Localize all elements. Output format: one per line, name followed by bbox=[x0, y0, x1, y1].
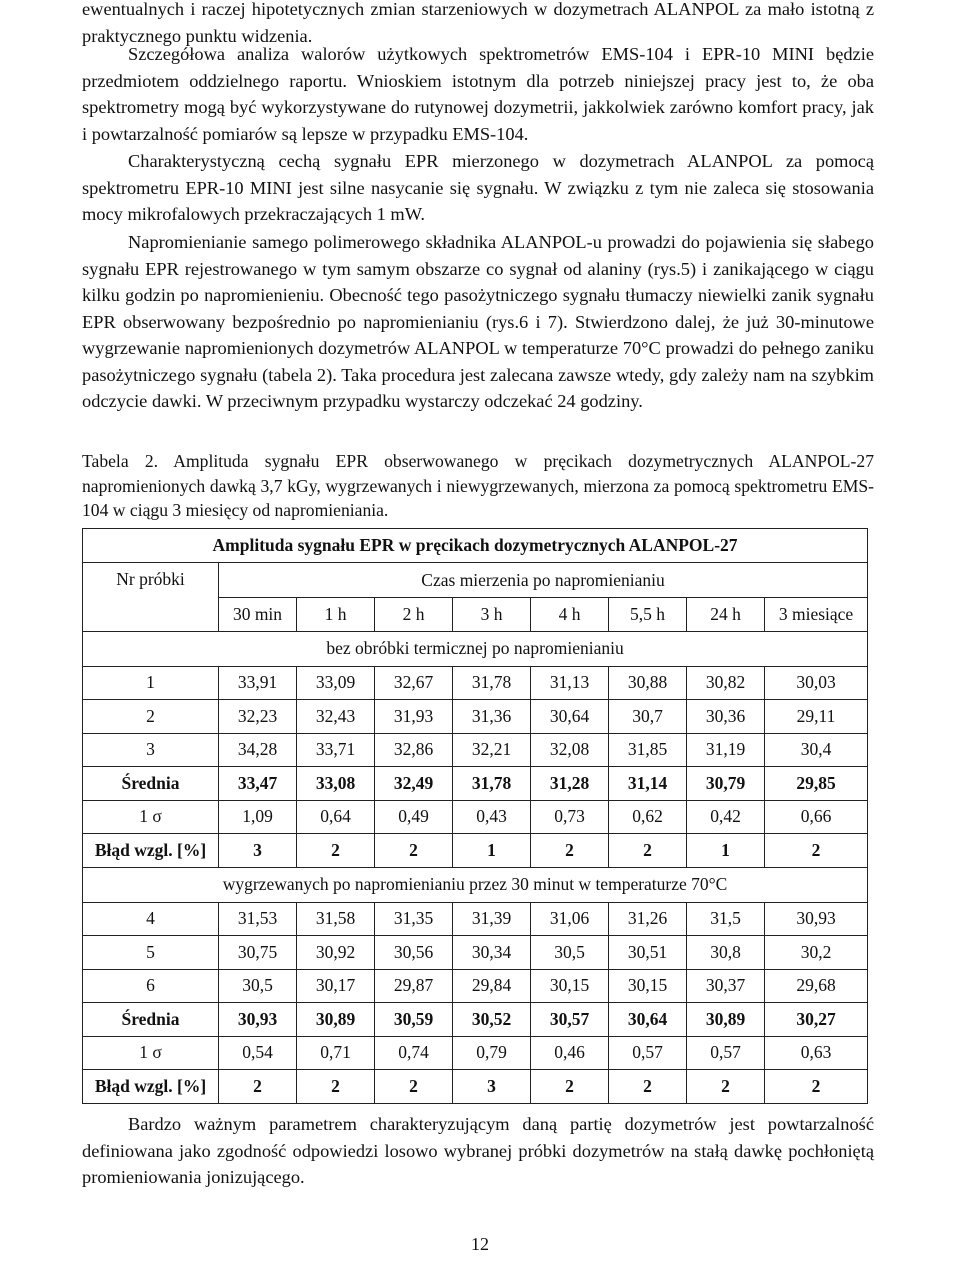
table-cell: 31,36 bbox=[453, 700, 531, 734]
paragraph-text: Charakterystyczną cechą sygnału EPR mierzonego w dozymetrach ALANPOL za pomocą spektrometru EPR-10 MINI jest silne nasycanie się sygnału. W związku z tym nie zaleca się stosowania mocy mikrofalowych przekraczających 1 mW. bbox=[82, 151, 874, 224]
table-cell: 33,91 bbox=[219, 666, 297, 700]
table-cell: 30,79 bbox=[687, 767, 765, 801]
table-cell: 30,2 bbox=[765, 936, 868, 970]
time-column-header: 3 miesiące bbox=[765, 598, 868, 632]
table-cell: 29,85 bbox=[765, 767, 868, 801]
group-label-heated: wygrzewanych po napromienianiu przez 30 minut w temperaturze 70°C bbox=[83, 867, 868, 902]
table-cell: 0,66 bbox=[765, 800, 868, 834]
table-cell: 0,74 bbox=[375, 1036, 453, 1070]
table-cell: 32,86 bbox=[375, 733, 453, 767]
table-cell: 31,85 bbox=[609, 733, 687, 767]
table-cell: 33,09 bbox=[297, 666, 375, 700]
table-cell: 30,15 bbox=[531, 969, 609, 1003]
table-cell: 32,23 bbox=[219, 700, 297, 734]
table-cell: 32,08 bbox=[531, 733, 609, 767]
table-cell: 30,03 bbox=[765, 666, 868, 700]
group-label-unheated: bez obróbki termicznej po napromienianiu bbox=[83, 631, 868, 666]
row-label: 1 bbox=[83, 666, 219, 700]
table-cell: 31,93 bbox=[375, 700, 453, 734]
table-cell: 30,4 bbox=[765, 733, 868, 767]
table-cell: 30,88 bbox=[609, 666, 687, 700]
table-cell: 30,27 bbox=[765, 1003, 868, 1037]
table-cell: 0,73 bbox=[531, 800, 609, 834]
table-row bbox=[83, 1036, 868, 1070]
paragraph-polymer-signal bbox=[82, 229, 874, 415]
table-cell: 29,87 bbox=[375, 969, 453, 1003]
table-cell: 30,52 bbox=[453, 1003, 531, 1037]
time-column-header: 30 min bbox=[219, 598, 297, 632]
table-cell: 0,42 bbox=[687, 800, 765, 834]
table-cell: 29,84 bbox=[453, 969, 531, 1003]
row-label: 1 σ bbox=[83, 1036, 219, 1070]
table-cell: 30,17 bbox=[297, 969, 375, 1003]
table-cell: 30,51 bbox=[609, 936, 687, 970]
table-cell: 0,43 bbox=[453, 800, 531, 834]
time-column-header: 2 h bbox=[375, 598, 453, 632]
table-cell: 2 bbox=[531, 1070, 609, 1104]
table-row bbox=[83, 666, 868, 700]
table-cell: 31,39 bbox=[453, 902, 531, 936]
table-cell: 0,79 bbox=[453, 1036, 531, 1070]
table-cell: 30,36 bbox=[687, 700, 765, 734]
table-cell: 31,28 bbox=[531, 767, 609, 801]
table-row bbox=[83, 700, 868, 734]
table-cell: 31,19 bbox=[687, 733, 765, 767]
table-cell: 2 bbox=[375, 834, 453, 868]
table-cell: 31,53 bbox=[219, 902, 297, 936]
time-header: Czas mierzenia po napromienianiu bbox=[219, 563, 868, 598]
table-cell: 30,75 bbox=[219, 936, 297, 970]
table-cell: 2 bbox=[531, 834, 609, 868]
table-cell: 32,67 bbox=[375, 666, 453, 700]
table-cell: 2 bbox=[765, 834, 868, 868]
table-cell: 31,26 bbox=[609, 902, 687, 936]
table-cell: 3 bbox=[453, 1070, 531, 1104]
row-label: 4 bbox=[83, 902, 219, 936]
table-cell: 30,34 bbox=[453, 936, 531, 970]
table-cell: 30,7 bbox=[609, 700, 687, 734]
paragraph-spectrometers bbox=[82, 41, 874, 147]
table-cell: 30,15 bbox=[609, 969, 687, 1003]
table-cell: 33,71 bbox=[297, 733, 375, 767]
table-cell: 0,57 bbox=[687, 1036, 765, 1070]
table-row bbox=[83, 767, 868, 801]
table-cell: 2 bbox=[609, 834, 687, 868]
table-row bbox=[83, 733, 868, 767]
table-row bbox=[83, 969, 868, 1003]
table-cell: 29,68 bbox=[765, 969, 868, 1003]
paragraph-text: Bardzo ważnym parametrem charakteryzującym daną partię dozymetrów jest powtarzalność definiowana jako zgodność odpowiedzi losowo wybranej próbki dozymetrów na stałą dawkę pochłoniętą promieniowania jonizującego. bbox=[82, 1114, 874, 1187]
paragraph-text: Napromienianie samego polimerowego składnika ALANPOL-u prowadzi do pojawienia się słabego sygnału EPR rejestrowanego w tym samym obszarze co sygnał od alaniny (rys.5) i zanikającego w ciągu kilku godzin po napromienieniu. Obecność tego pasożytniczego sygnału tłumaczy niewielki zanik sygnału EPR obserwowany bezpośrednio po napromienianiu (rys.6 i 7). Stwierdzono dalej, że już 30-minutowe wygrzewanie napromienionych dozymetrów ALANPOL w temperaturze 70°C prowadzi do pełnego zaniku pasożytniczego sygnału (tabela 2). Taka procedura jest zalecana zawsze wtedy, gdy zależy nam na szybkim odczycie dawki. W przeciwnym przypadku wystarczy odczekać 24 godziny. bbox=[82, 232, 874, 411]
table-cell: 2 bbox=[609, 1070, 687, 1104]
table-cell: 30,56 bbox=[375, 936, 453, 970]
table-cell: 30,93 bbox=[765, 902, 868, 936]
table-cell: 32,49 bbox=[375, 767, 453, 801]
row-label: 6 bbox=[83, 969, 219, 1003]
time-column-header: 4 h bbox=[531, 598, 609, 632]
time-column-header: 5,5 h bbox=[609, 598, 687, 632]
time-column-header: 3 h bbox=[453, 598, 531, 632]
table-cell: 2 bbox=[375, 1070, 453, 1104]
table-cell: 0,54 bbox=[219, 1036, 297, 1070]
table-cell: 29,11 bbox=[765, 700, 868, 734]
table-cell: 30,8 bbox=[687, 936, 765, 970]
table-cell: 31,35 bbox=[375, 902, 453, 936]
row-label: 2 bbox=[83, 700, 219, 734]
row-label: Błąd wzgl. [%] bbox=[83, 834, 219, 868]
row-label: Błąd wzgl. [%] bbox=[83, 1070, 219, 1104]
table-row bbox=[83, 902, 868, 936]
table-caption: Tabela 2. Amplituda sygnału EPR obserwowanego w pręcikach dozymetrycznych ALANPOL-27 napromienionych dawką 3,7 kGy, wygrzewanych i niewygrzewanych, mierzona za pomocą spektrometru EMS-104 w ciągu 3 miesięcy od napromieniania. bbox=[82, 451, 874, 520]
table-title: Amplituda sygnału EPR w pręcikach dozymetrycznych ALANPOL-27 bbox=[83, 529, 868, 563]
table-cell: 0,62 bbox=[609, 800, 687, 834]
table-cell: 31,13 bbox=[531, 666, 609, 700]
row-label: 1 σ bbox=[83, 800, 219, 834]
table-cell: 31,78 bbox=[453, 767, 531, 801]
table-cell: 32,21 bbox=[453, 733, 531, 767]
sample-header: Nr próbki bbox=[83, 563, 219, 632]
table-cell: 31,78 bbox=[453, 666, 531, 700]
table-cell: 33,08 bbox=[297, 767, 375, 801]
table-row bbox=[83, 936, 868, 970]
table-row bbox=[83, 834, 868, 868]
table-cell: 0,63 bbox=[765, 1036, 868, 1070]
time-column-header: 1 h bbox=[297, 598, 375, 632]
table-row bbox=[83, 1070, 868, 1104]
table-cell: 30,64 bbox=[609, 1003, 687, 1037]
table-cell: 30,82 bbox=[687, 666, 765, 700]
table-cell: 30,92 bbox=[297, 936, 375, 970]
table-cell: 31,14 bbox=[609, 767, 687, 801]
time-column-header: 24 h bbox=[687, 598, 765, 632]
table-cell: 0,64 bbox=[297, 800, 375, 834]
paragraph-saturation bbox=[82, 148, 874, 228]
table-cell: 2 bbox=[687, 1070, 765, 1104]
table-cell: 30,59 bbox=[375, 1003, 453, 1037]
paragraph-text: ewentualnych i raczej hipotetycznych zmian starzeniowych w dozymetrach ALANPOL za mało istotną z praktycznego punktu widzenia. bbox=[82, 0, 874, 46]
row-label: 3 bbox=[83, 733, 219, 767]
table-cell: 1 bbox=[687, 834, 765, 868]
table-cell: 30,5 bbox=[531, 936, 609, 970]
table-cell: 30,89 bbox=[297, 1003, 375, 1037]
table-cell: 2 bbox=[219, 1070, 297, 1104]
table-cell: 0,46 bbox=[531, 1036, 609, 1070]
row-label: 5 bbox=[83, 936, 219, 970]
table-cell: 1,09 bbox=[219, 800, 297, 834]
table-row bbox=[83, 1003, 868, 1037]
table-cell: 30,5 bbox=[219, 969, 297, 1003]
page-number: 12 bbox=[471, 1234, 489, 1254]
table-cell: 0,49 bbox=[375, 800, 453, 834]
table-cell: 30,89 bbox=[687, 1003, 765, 1037]
table-cell: 30,93 bbox=[219, 1003, 297, 1037]
table-cell: 33,47 bbox=[219, 767, 297, 801]
table-cell: 30,37 bbox=[687, 969, 765, 1003]
table-cell: 1 bbox=[453, 834, 531, 868]
table-cell: 2 bbox=[297, 834, 375, 868]
paragraph-text: Szczegółowa analiza walorów użytkowych spektrometrów EMS-104 i EPR-10 MINI będzie przedmiotem oddzielnego raportu. Wnioskiem istotnym dla potrzeb niniejszej pracy jest to, że oba spektrometry mogą być wykorzystywane do rutynowej dozymetrii, jakkolwiek zarówno komfort pracy, jak i powtarzalność pomiarów są lepsze w przypadku EMS-104. bbox=[82, 44, 874, 144]
table-cell: 31,58 bbox=[297, 902, 375, 936]
table-cell: 32,43 bbox=[297, 700, 375, 734]
table-cell: 34,28 bbox=[219, 733, 297, 767]
table-cell: 30,64 bbox=[531, 700, 609, 734]
table-cell: 30,57 bbox=[531, 1003, 609, 1037]
paragraph-repeatability bbox=[82, 1111, 874, 1191]
table-cell: 2 bbox=[297, 1070, 375, 1104]
table-cell: 0,57 bbox=[609, 1036, 687, 1070]
row-label: Średnia bbox=[83, 767, 219, 801]
epr-amplitude-table bbox=[82, 528, 868, 1104]
table-cell: 3 bbox=[219, 834, 297, 868]
row-label: Średnia bbox=[83, 1003, 219, 1037]
table-row bbox=[83, 800, 868, 834]
table-cell: 2 bbox=[765, 1070, 868, 1104]
table-cell: 31,06 bbox=[531, 902, 609, 936]
table-cell: 0,71 bbox=[297, 1036, 375, 1070]
table-cell: 31,5 bbox=[687, 902, 765, 936]
